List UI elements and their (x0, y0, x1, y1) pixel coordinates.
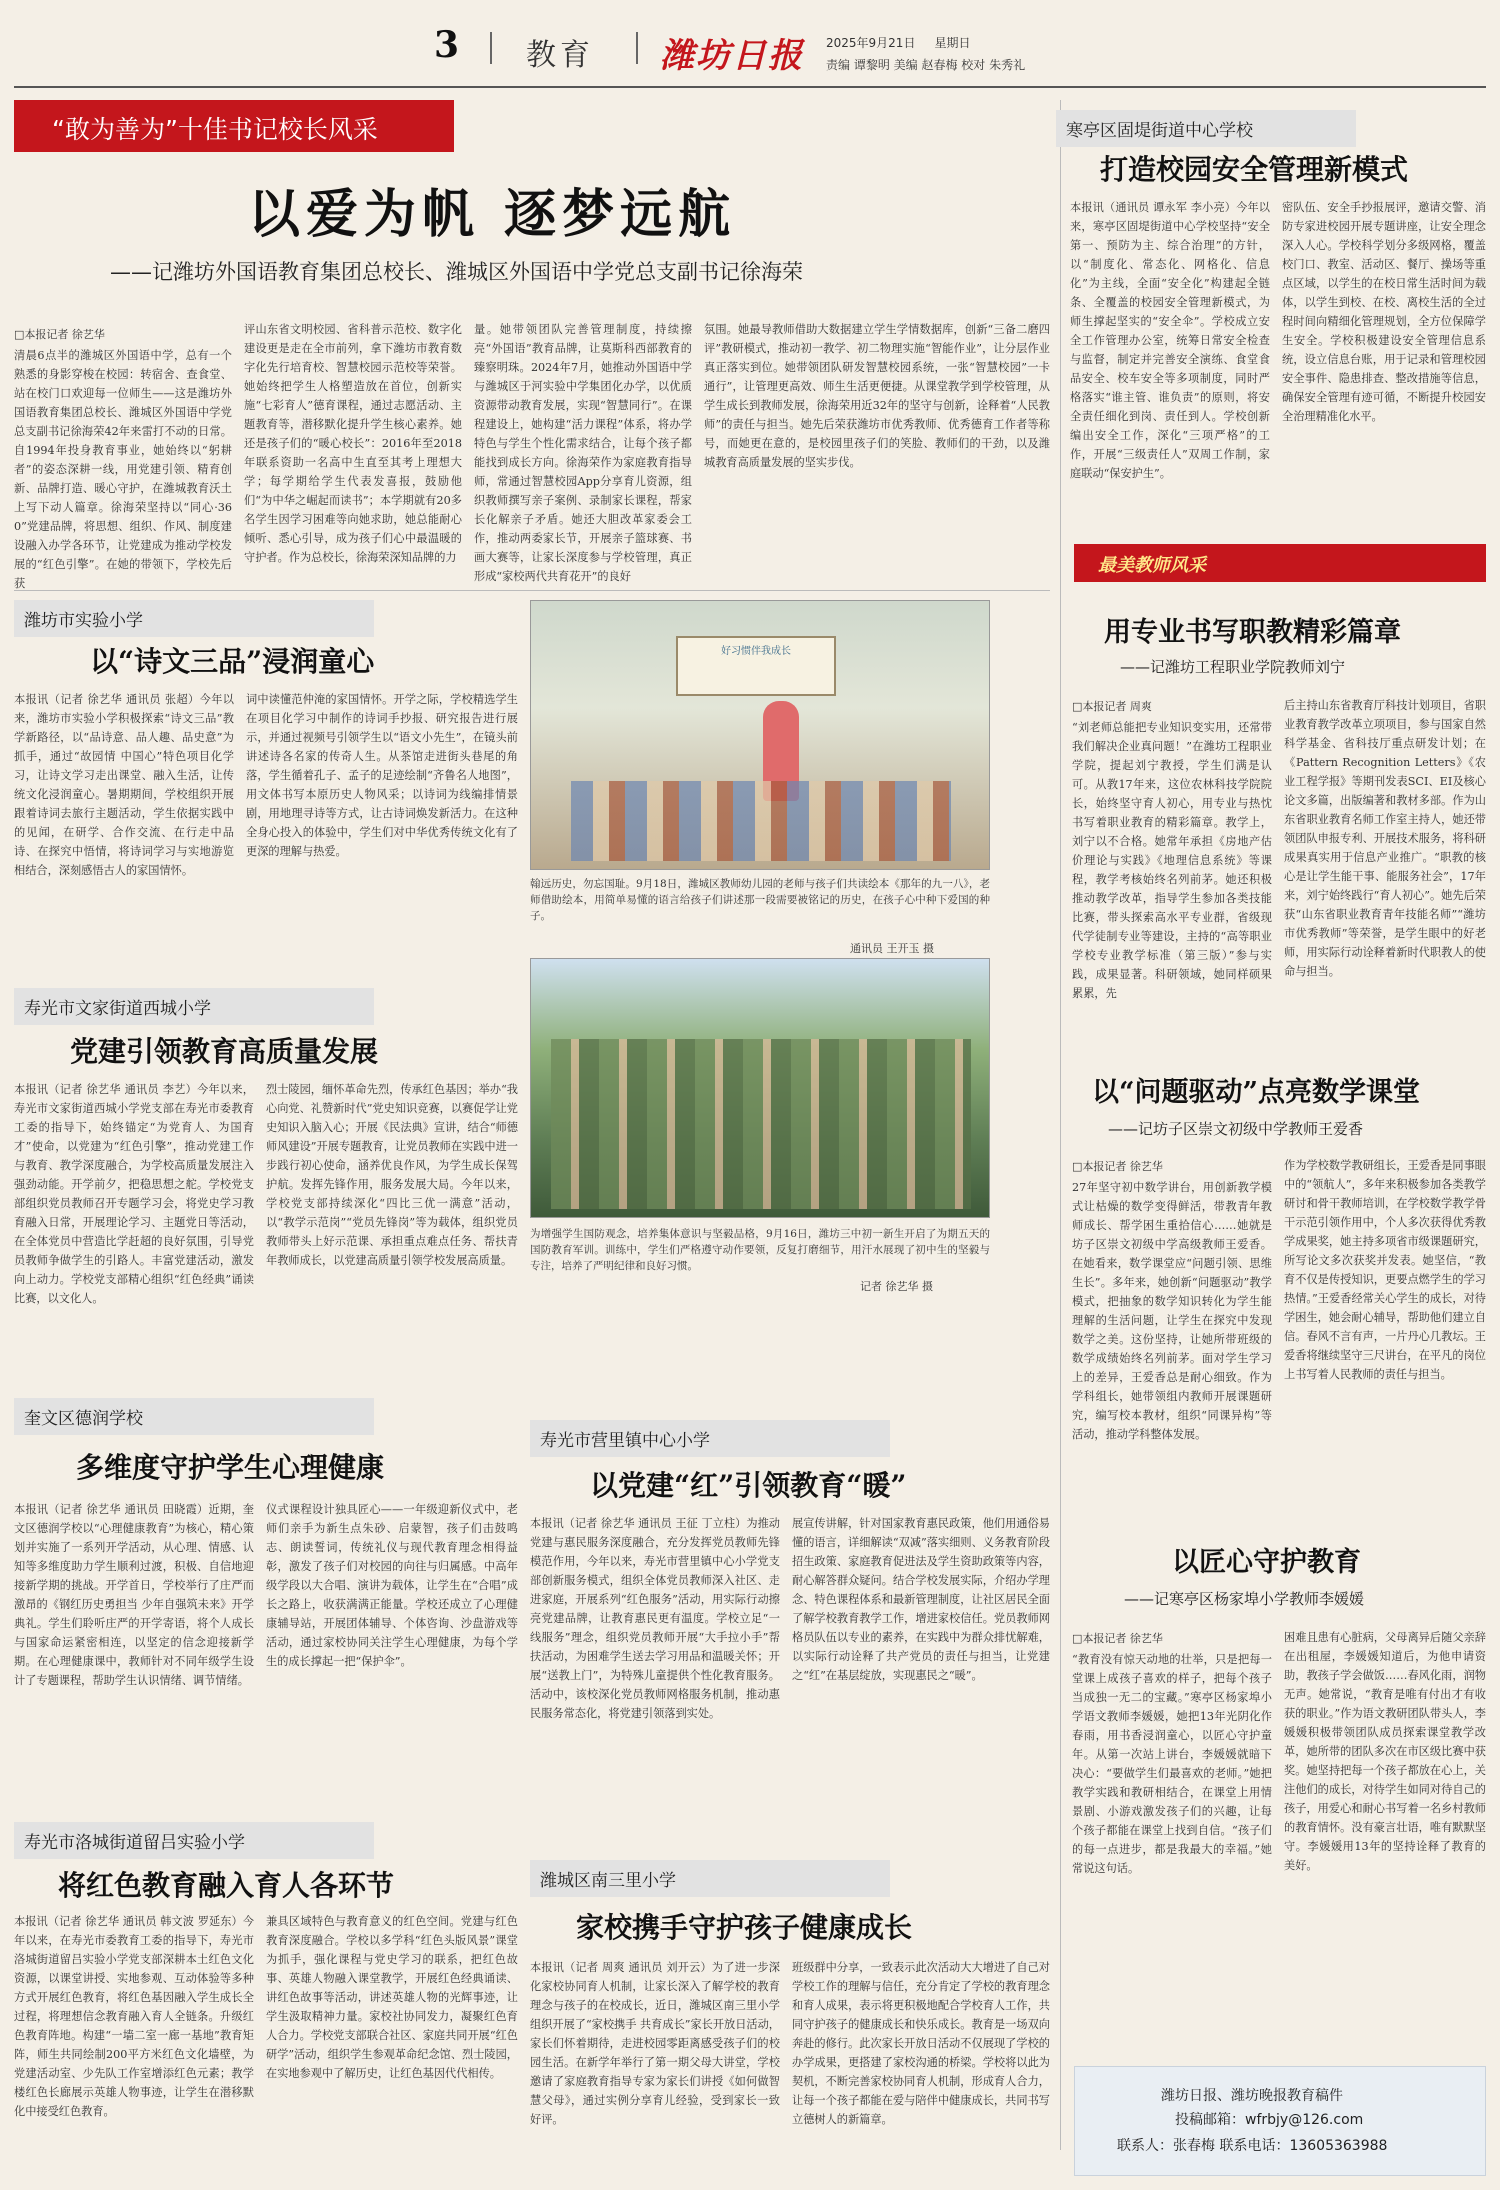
liyuan-col-1: “教育没有惊天动地的壮举，只是把每一堂课上成孩子喜欢的样子，把每个孩子当成独一无二的宝藏。”寒亭区杨家埠小学语文教师李媛媛，她把13年光阴化作春雨，用书香浸润童心，以匠心守护童年。从第一次站上讲台，李媛媛就暗下决心：“要做学生们最喜欢的老师。”她把教学实践和教研相结合，在课堂上用情景剧、小游戏激发孩子们的兴趣，让每个孩子都能在课堂上找到自信。“孩子们的每一点进步，都是我最大的幸福。”她常说这句话。 (1072, 1653, 1272, 1875)
photo1-caption: 翰远历史，勿忘国耻。9月18日，潍城区教师幼儿园的老师与孩子们共读绘本《那年的九一八》，老师借助绘本，用简单易懂的语言给孩子们讲述那一段需要被铭记的历史，在孩子心中种下爱国的种子。 (530, 878, 990, 922)
weekday: 星期日 (934, 36, 971, 50)
hanting-col-2: 密队伍、安全手抄报展评，邀请交警、消防专家进校园开展专题讲座，让安全理念深入人心。学校科学划分多级网格，覆盖校门口、教室、活动区、餐厅、操场等重点区域，以学生的在校日常生活时间为载体，以学生到校、在校、离校生活的全过程时间向精细化管理规划，全方位保障学生安全。学校积极建设安全管理信息系统，设立信息台账，用于记录和管理校园安全事件、隐患排查、整改措施等信息，确保安全管理有迹可循，不断提升校园安全治理精准化水平。 (1282, 201, 1486, 423)
shici-col-2: 词中读懂范仲淹的家国情怀。开学之际，学校精选学生在项目化学习中制作的诗词手抄报、研究报告进行展示，并通过视频号引领学生以“语文小先生”，在镜头前讲述诗各名家的传奇人生。从茶馆走进街头巷尾的角落，学生循着孔子、孟子的足迹绘制“齐鲁名人地图”，用文体书写本原历史人物风采；以诗词为线编排情景剧，用地理寻诗等方式，让古诗词焕发新活力。在这种全身心投入的体验中，学生们对中华优秀传统文化有了更深的理解与热爱。 (246, 693, 518, 858)
hanting-title: 打造校园安全管理新模式 (1100, 153, 1409, 186)
page-number: 3 (434, 24, 460, 66)
shici-title: 以“诗文三品”浸润童心 (90, 645, 375, 678)
yingli-col-1: 本报讯（记者 徐艺华 通讯员 王征 丁立柱）为推动党建与惠民服务深度融合，充分发挥党员教师先锋模范作用，今年以来，寿光市营里镇中心小学党支部创新服务模式，组织全体党员教师深入社区、走进家庭，开展系列“红色服务”活动，用实际行动擦亮党建品牌，让教育惠民更有温度。学校立足“一线服务”理念，组织党员教师开展“大手拉小手”帮扶活动，为困难学生送去学习用品和温暖关怀；开展“送教上门”，为特殊儿童提供个性化教育服务。活动中，该校深化党员教师网格服务机制，推动惠民服务常态化，将党建引领落到实处。 (530, 1517, 780, 1720)
lead-col-1: 清晨6点半的潍城区外国语中学，总有一个熟悉的身影穿梭在校园：转宿舍、查食堂、站在校门口欢迎每一位师生——这是潍坊外国语教育集团总校长、潍城区外国语中学党总支副书记徐海荣42年来雷打不动的日常。自1994年投身教育事业，她始终以“躬耕者”的姿态深耕一线，用党建引领、精育创新、品牌打造、暖心守护，在潍城教育沃土上写下动人篇章。徐海荣坚持以“同心·360”党建品牌，将思想、组织、作风、制度建设融入办学各环节，让党建成为推动学校发展的“红色引擎”。在她的带领下，学校先后获 (14, 349, 232, 590)
section-name: 教育 (526, 38, 594, 73)
yingli-col-2: 展宣传讲解，针对国家教育惠民政策，他们用通俗易懂的语言，详细解读“双减”落实细则、义务教育阶段招生政策、家庭教育促进法及学生资助政策等内容，耐心解答群众疑问。结合学校发展实际，介绍办学理念、特色课程体系和最新管理制度，让社区居民全面了解学校教育教学工作，增进家校信任。党员教师网格员队伍以专业的素养，在实践中为群众排忧解难，以实际行动诠释了共产党员的责任与担当，让党建之“红”在基层绽放，实现惠民之“暖”。 (792, 1517, 1050, 1682)
liuning-subtitle: ——记潍坊工程职业学院教师刘宁 (1120, 658, 1346, 676)
campaign-banner (14, 100, 454, 152)
contact-line-1: 潍坊日报、潍坊晚报教育稿件 (1161, 2088, 1343, 2104)
xicheng-title: 党建引领教育高质量发展 (70, 1035, 379, 1068)
nansanli-col-2: 班级群中分享，一致表示此次活动大大增进了自己对学校工作的理解与信任，充分肯定了学校的教育理念和育人成果，表示将更积极地配合学校育人工作，共同守护孩子的健康成长和快乐成长。教育是一场双向奔赴的修行。此次家长开放日活动不仅展现了学校的办学成果，更搭建了家校沟通的桥梁。学校将以此为契机，不断完善家校协同育人机制，形成育人合力，让每一个孩子都能在爱与陪伴中健康成长，共同书写立德树人的新篇章。 (792, 1961, 1050, 2126)
xicheng-tag: 寿光市文家街道西城小学 (14, 988, 374, 1025)
section-divider (14, 590, 1050, 591)
dehun-col-1: 本报讯（记者 徐艺华 通讯员 田晓霞）近期，奎文区德润学校以“心理健康教育”为核心，精心策划并实施了一系列开学活动，从心理、情感、认知等多维度助力学生顺利过渡，积极、自信地迎接新学期的挑战。开学首日，学校举行了庄严而激昂的《钢红历史勇担当 少年自强筑未来》开学典礼。学生们聆听庄严的开学寄语，将个人成长与国家命运紧密相连，以坚定的信念迎接新学期。在心理健康课中，教师针对不同年级学生设计了专题课程，帮助学生认识情绪、调节情绪。 (14, 1503, 254, 1687)
wangaixiang-byline: □本报记者 徐艺华 (1072, 1160, 1163, 1173)
teachers-banner-text: 最美教师风采 (1098, 555, 1206, 576)
xicheng-col-2: 烈士陵园，缅怀革命先烈，传承红色基因；举办“我心向党、礼赞新时代”党史知识竞赛，以赛促学让党史知识入脑入心；开展《民法典》宣讲，结合“师德师风建设”开展专题教育，让党员教师在实践中进一步践行初心使命，涵养优良作风，为学生成长保驾护航。发挥先锋作用，服务发展大局。今年以来，学校党支部持续深化“四比三优一满意”活动，以“教学示范岗”“党员先锋岗”等为载体，组织党员教师带头上好示范课、承担重点难点任务、帮扶青年教师成长，以党建高质量引领学校发展高质量。 (266, 1083, 518, 1267)
liyuan-byline: □本报记者 徐艺华 (1072, 1632, 1163, 1645)
liuning-col-2: 后主持山东省教育厅科技计划项目，省职业教育教学改革立项项目，参与国家自然科学基金、省科技厅重点研发计划；在《Pattern Recognition Letters》《农业工程学报》等期刊发表SCI、EI及核心论文多篇，出版编著和教材多部。作为山东省职业教育名师工作室主持人，她还带领团队申报专利、开展技术服务，将科研成果真实用于信息产业推广。“职教的核心是让学生能干事、能服务社会”，17年来，刘宁始终践行“育人初心”。她先后荣获“山东省职业教育青年技能名师”“潍坊市优秀教师”等荣誉，是学生眼中的好老师，用实际行动诠释着新时代职教人的使命与担当。 (1284, 699, 1486, 978)
dehun-col-2: 仪式课程设计独具匠心——一年级迎新仪式中，老师们亲手为新生点朱砂、启蒙智，孩子们击鼓鸣志、朗读誓词，传统礼仪与现代教育理念相得益彰，激发了孩子们对校园的向往与归属感。中高年级学段以大合唱、演讲为载体，让学生在“合唱”成长之路上，收获满满正能量。学校还成立了心理健康辅导站，开展团体辅导、个体咨询、沙盘游戏等活动，通过家校协同关注学生心理健康，为每个学生的成长撑起一把“保护伞”。 (266, 1503, 518, 1668)
photo2-credit: 记者 徐艺华 摄 (860, 1280, 933, 1293)
dehun-title: 多维度守护学生心理健康 (76, 1451, 385, 1484)
xicheng-col-1: 本报讯（记者 徐艺华 通讯员 李艺）今年以来，寿光市文家街道西城小学党支部在寿光市委教育工委的指导下，始终锚定“为党育人、为国育才”使命，以党建为“红色引擎”，推动党建工作与教育、教学深度融合，为学校高质量发展注入强劲动能。开学前夕，把稳思想之舵。学校党支部组织党员教师召开专题学习会，将党史学习教育融入日常，开展理论学习、主题党日等活动，在全体党员中营造比学赶超的良好氛围，引导党员教师争做学生的引路人。丰富党建活动，激发向上动力。学校党支部精心组织“红色经典”诵读比赛，以文化人。 (14, 1083, 254, 1305)
nansanli-tag: 潍城区南三里小学 (530, 1860, 890, 1897)
date: 2025年9月21日 (826, 36, 916, 50)
masthead-divider (636, 32, 638, 64)
liuning-byline: □本报记者 周爽 (1072, 700, 1152, 713)
lvyi-col-2: 兼具区域特色与教育意义的红色空间。党建与红色教育深度融合。学校以多学科“红色头版风景”课堂为抓手，强化课程与党史学习的联系，把红色故事、英雄人物融入课堂教学，开展红色经典诵读、讲红色故事等活动，讲述英雄人物的光辉事迹，让学生汲取精神力量。家校社协同发力，凝聚红色育人合力。学校党支部联合社区、家庭共同开展“红色研学”活动，组织学生参观革命纪念馆、烈士陵园，在实地参观中了解历史，让红色基因代代相传。 (266, 1915, 518, 2080)
hanting-col-1: 本报讯（通讯员 谭永军 李小亮）今年以来，寒亭区固堤街道中心学校坚持“安全第一、预防为主、综合治理”的方针，以“制度化、常态化、网格化、信息化”为主线，全面“安全化”构建起全链条、全覆盖的校园安全管理新模式，为师生撑起坚实的“安全伞”。学校成立安全工作管理办公室，统筹日常安全检查与监督，制定并完善安全演练、食堂食品安全、校车安全等多项制度，同时严格落实“谁主管、谁负责”的原则，将安全责任细化到岗、责任到人。学校创新编出安全工作，深化“三项严格”的工作，开展“三级责任人”双周工作制，家庭联动“保安护生”。 (1070, 201, 1270, 480)
shici-tag: 潍坊市实验小学 (14, 600, 374, 637)
lvyi-title: 将红色教育融入育人各环节 (58, 1869, 395, 1902)
kindergarten-photo (530, 600, 990, 870)
lvyi-tag: 寿光市洛城街道留吕实验小学 (14, 1822, 374, 1859)
board-text: 好习惯伴我成长 (721, 646, 791, 657)
contact-email[interactable]: 投稿邮箱：wfrbjy@126.com (1175, 2112, 1364, 2128)
hanting-tag: 寒亭区固堤街道中心学校 (1056, 110, 1356, 147)
wangaixiang-subtitle: ——记坊子区崇文初级中学教师王爱香 (1108, 1120, 1364, 1138)
editor-credits: 责编 谭黎明 美编 赵春梅 校对 朱秀礼 (826, 58, 1026, 72)
paper-logo: 潍坊日报 (660, 36, 804, 76)
yingli-title: 以党建“红”引领教育“暖” (590, 1469, 907, 1502)
masthead-divider (490, 32, 492, 64)
lvyi-col-1: 本报讯（记者 徐艺华 通讯员 韩文波 罗延东）今年以来，在寿光市委教育工委的指导下，寿光市洛城街道留吕实验小学党支部深耕本土红色文化资源，以课堂讲授、实地参观、互动体验等多种方式开展红色教育，将红色基因融入学生成长全过程，将理想信念教育融入育人全链条。升级红色教育阵地。构建“一墙二室一廊一基地”教育矩阵，师生共同绘制200平方米红色文化墙壁，为党建活动室、少先队工作室增添红色元素；教学楼红色长廊展示英雄人物事迹，让学生在潜移默化中接受红色教育。 (14, 1915, 254, 2118)
banner-text: “敢为善为”十佳书记校长风采 (52, 115, 378, 144)
masthead (0, 0, 1500, 88)
dehun-tag: 奎文区德润学校 (14, 1398, 374, 1435)
teachers-banner (1074, 544, 1486, 582)
lead-title: 以爱为帆 逐梦远航 (248, 184, 737, 245)
nansanli-title: 家校携手守护孩子健康成长 (576, 1911, 913, 1944)
wangaixiang-title: 以“问题驱动”点亮数学课堂 (1092, 1077, 1421, 1108)
masthead-rule (14, 86, 1486, 88)
military-training-photo (530, 958, 990, 1218)
lead-byline: □本报记者 徐艺华 (14, 328, 105, 341)
children-group (571, 781, 951, 861)
lead-col-4: 氛围。她最导教师借助大数据建立学生学情数据库，创新“三备二磨四评”教研模式，推动初一教学、初二物理实施“智能作业”，让分层作业真正落实到位。她带领团队研发智慧校园系统，一张“智慧校园”一卡通行”，让管理更高效、师生生活更便捷。从课堂教学到学校管理，从学生成长到教师发展，徐海荣用近32年的坚守与创新，诠释着“人民教师”的责任与担当。她先后荣获潍坊市优秀教师、优秀德育工作者等称号，而她更在意的，是校园里孩子们的笑脸、教师们的干劲，以及潍城教育高质量发展的坚实步伐。 (704, 323, 1050, 469)
wangaixiang-col-1: 27年坚守初中数学讲台，用创新教学模式让枯燥的数学变得鲜活，带教青年教师成长、帮学困生重拾信心……她就是坊子区崇文初级中学高级教师王爱香。在她看来，数学课堂应“问题引领、思维生长”。多年来，她创新“问题驱动”教学模式，把抽象的数学知识转化为学生能理解的生活问题，让学生在探究中发现数学之美。这份坚持，让她所带班级的数学成绩始终名列前茅。面对学生学习上的差异，王爱香总是耐心细致。作为学科组长，她带领组内教师开展课题研究，编写校本教材，组织“同课异构”等活动，推动学科整体发展。 (1072, 1181, 1272, 1441)
liyuan-subtitle: ——记寒亭区杨家埠小学教师李媛媛 (1124, 1590, 1365, 1608)
lead-col-2: 评山东省文明校园、省科普示范校、数字化建设更是走在全市前列，拿下潍坊市教育数字化先行培育校、智慧校园示范校等荣誉。她始终把学生人格塑造放在首位，创新实施“七彩育人”德育课程，通过志愿活动、主题教育等，潜移默化提升学生核心素养。她还是孩子们的“暖心校长”：2016年至2018年联系资助一名高中生直至其考上理想大学；每学期给学生代表发喜报，鼓励他们“为中华之崛起而读书”；本学期就有20多名学生因学习困难等向她求助，她总能耐心倾听、悉心引导，成为孩子们心中最温暖的守护者。作为总校长，徐海荣深知品牌的力 (244, 323, 462, 564)
classroom-board (676, 636, 836, 696)
contact-person: 联系人：张春梅 联系电话：13605363988 (1117, 2138, 1388, 2154)
liuning-title: 用专业书写职教精彩篇章 (1104, 617, 1401, 648)
right-column-divider (1060, 100, 1061, 2150)
photo1-credit: 通讯员 王开玉 摄 (850, 942, 934, 955)
photo2-caption: 为增强学生国防观念，培养集体意识与坚毅品格，9月16日，潍坊三中初一新生开启了为期五天的国防教育军训。训练中，学生们严格遵守动作要领，反复打磨细节，用汗水展现了初中生的坚毅与专注，培养了严明纪律和良好习惯。 (530, 1228, 990, 1272)
lead-col-3: 量。她带领团队完善管理制度，持续擦亮“外国语”教育品牌，让莫斯科西部教育的臻察明珠。2024年7月，她推动外国语中学与潍城区于河实验中学集团化办学，以优质资源带动教育发展，实现“智慧同行”。在课程建设上，她构建“活力课程”体系，将办学特色与学生个性化需求结合，让每个孩子都能找到成长方向。徐海荣作为家庭教育指导师，常通过智慧校园App分享育儿资源，组织教师撰写亲子案例、录制家长课程，帮家长化解亲子矛盾。她还大胆改革家委会工作，推动两委家长节，开展亲子篮球赛、书画大赛等，让家长深度参与学校管理，真正形成“家校两代共育花开”的良好 (474, 323, 692, 583)
liyuan-title: 以匠心守护教育 (1172, 1547, 1361, 1578)
lead-subtitle: ——记潍坊外国语教育集团总校长、潍城区外国语中学党总支副书记徐海荣 (110, 260, 803, 284)
issue-date (826, 34, 971, 51)
liyuan-col-2: 困难且患有心脏病，父母离异后随父亲辞在出租屋，李媛媛知道后，为他申请资助，教孩子学会做饭……春风化雨，润物无声。她常说，“教育是唯有付出才有收获的职业。”作为语文教研团队带头人，李媛媛积极带领团队成员探索课堂教学改革，她所带的团队多次在市区级比赛中获奖。她坚持把每一个孩子都放在心上，关注他们的成长，对待学生如同对待自己的孩子，用爱心和耐心书写着一名乡村教师的教育情怀。没有豪言壮语，唯有默默坚守。李媛媛用13年的坚持诠释了教育的美好。 (1284, 1631, 1486, 1872)
nansanli-col-1: 本报讯（记者 周爽 通讯员 刘开云）为了进一步深化家校协同育人机制，让家长深入了解学校的教育理念与孩子的在校成长，近日，潍城区南三里小学组织开展了“家校携手 共育成长”家长开放日活动，家长们怀着期待，走进校园零距离感受孩子们的校园生活。在新学年举行了第一期父母大讲堂，学校邀请了家庭教育指导专家为家长们讲授《如何做智慧父母》，通过实例分享育儿经验，受到家长一致好评。 (530, 1961, 780, 2126)
liuning-col-1: “刘老师总能把专业知识变实用，还常带我们解决企业真问题！”在潍坊工程职业学院，提起刘宁教授，学生们满是认可。从教17年来，这位农林科技学院院长，始终坚守育人初心，用专业与热忱书写着职业教育的精彩篇章。教学上，刘宁以不合格。她常年承担《房地产估价理论与实践》《地理信息系统》等课程，教学考核始终名列前茅。她还积极推动教学改革，指导学生参加各类技能比赛，带头探索高水平专业群，省级现代学徒制专业等建设，主持的“高等职业学校专业教学标准（第三版）”参与实践，成果显著。科研领域，她同样硕果累累，先 (1072, 721, 1272, 1000)
students-rows (551, 1039, 971, 1209)
shici-col-1: 本报讯（记者 徐艺华 通讯员 张超）今年以来，潍坊市实验小学积极探索“诗文三品”教学新路径，以“品诗意、品人趣、品史意”为抓手，通过“故园情 中国心”特色项目化学习，让诗文学习走出课堂、融入生活，让传统文化浸润童心。暑期期间，学校组织开展跟着诗词去旅行主题活动，学生依据实践中的见闻，在研学、合作交流、在行走中品诗、在探究中悟情，将诗词学习与实地游览相结合，深刻感悟古人的家国情怀。 (14, 693, 234, 877)
wangaixiang-col-2: 作为学校数学教研组长，王爱香是同事眼中的“领航人”，多年来积极参加各类教学研讨和骨干教师培训，在学校数学教学骨干示范引领作用中，个人多次获得优秀教学成果奖，她主持多项省市级课题研究，所写论文多次获奖并发表。她坚信，“教育不仅是传授知识，更要点燃学生的学习热情。”王爱香经常关心学生的成长，对待学困生，她会耐心辅导，帮助他们建立自信。春风不言有声，一片丹心几教坛。王爱香将继续坚守三尺讲台，在平凡的岗位上书写着人民教师的责任与担当。 (1284, 1159, 1486, 1381)
yingli-tag: 寿光市营里镇中心小学 (530, 1420, 890, 1457)
contact-box (1074, 2066, 1486, 2176)
